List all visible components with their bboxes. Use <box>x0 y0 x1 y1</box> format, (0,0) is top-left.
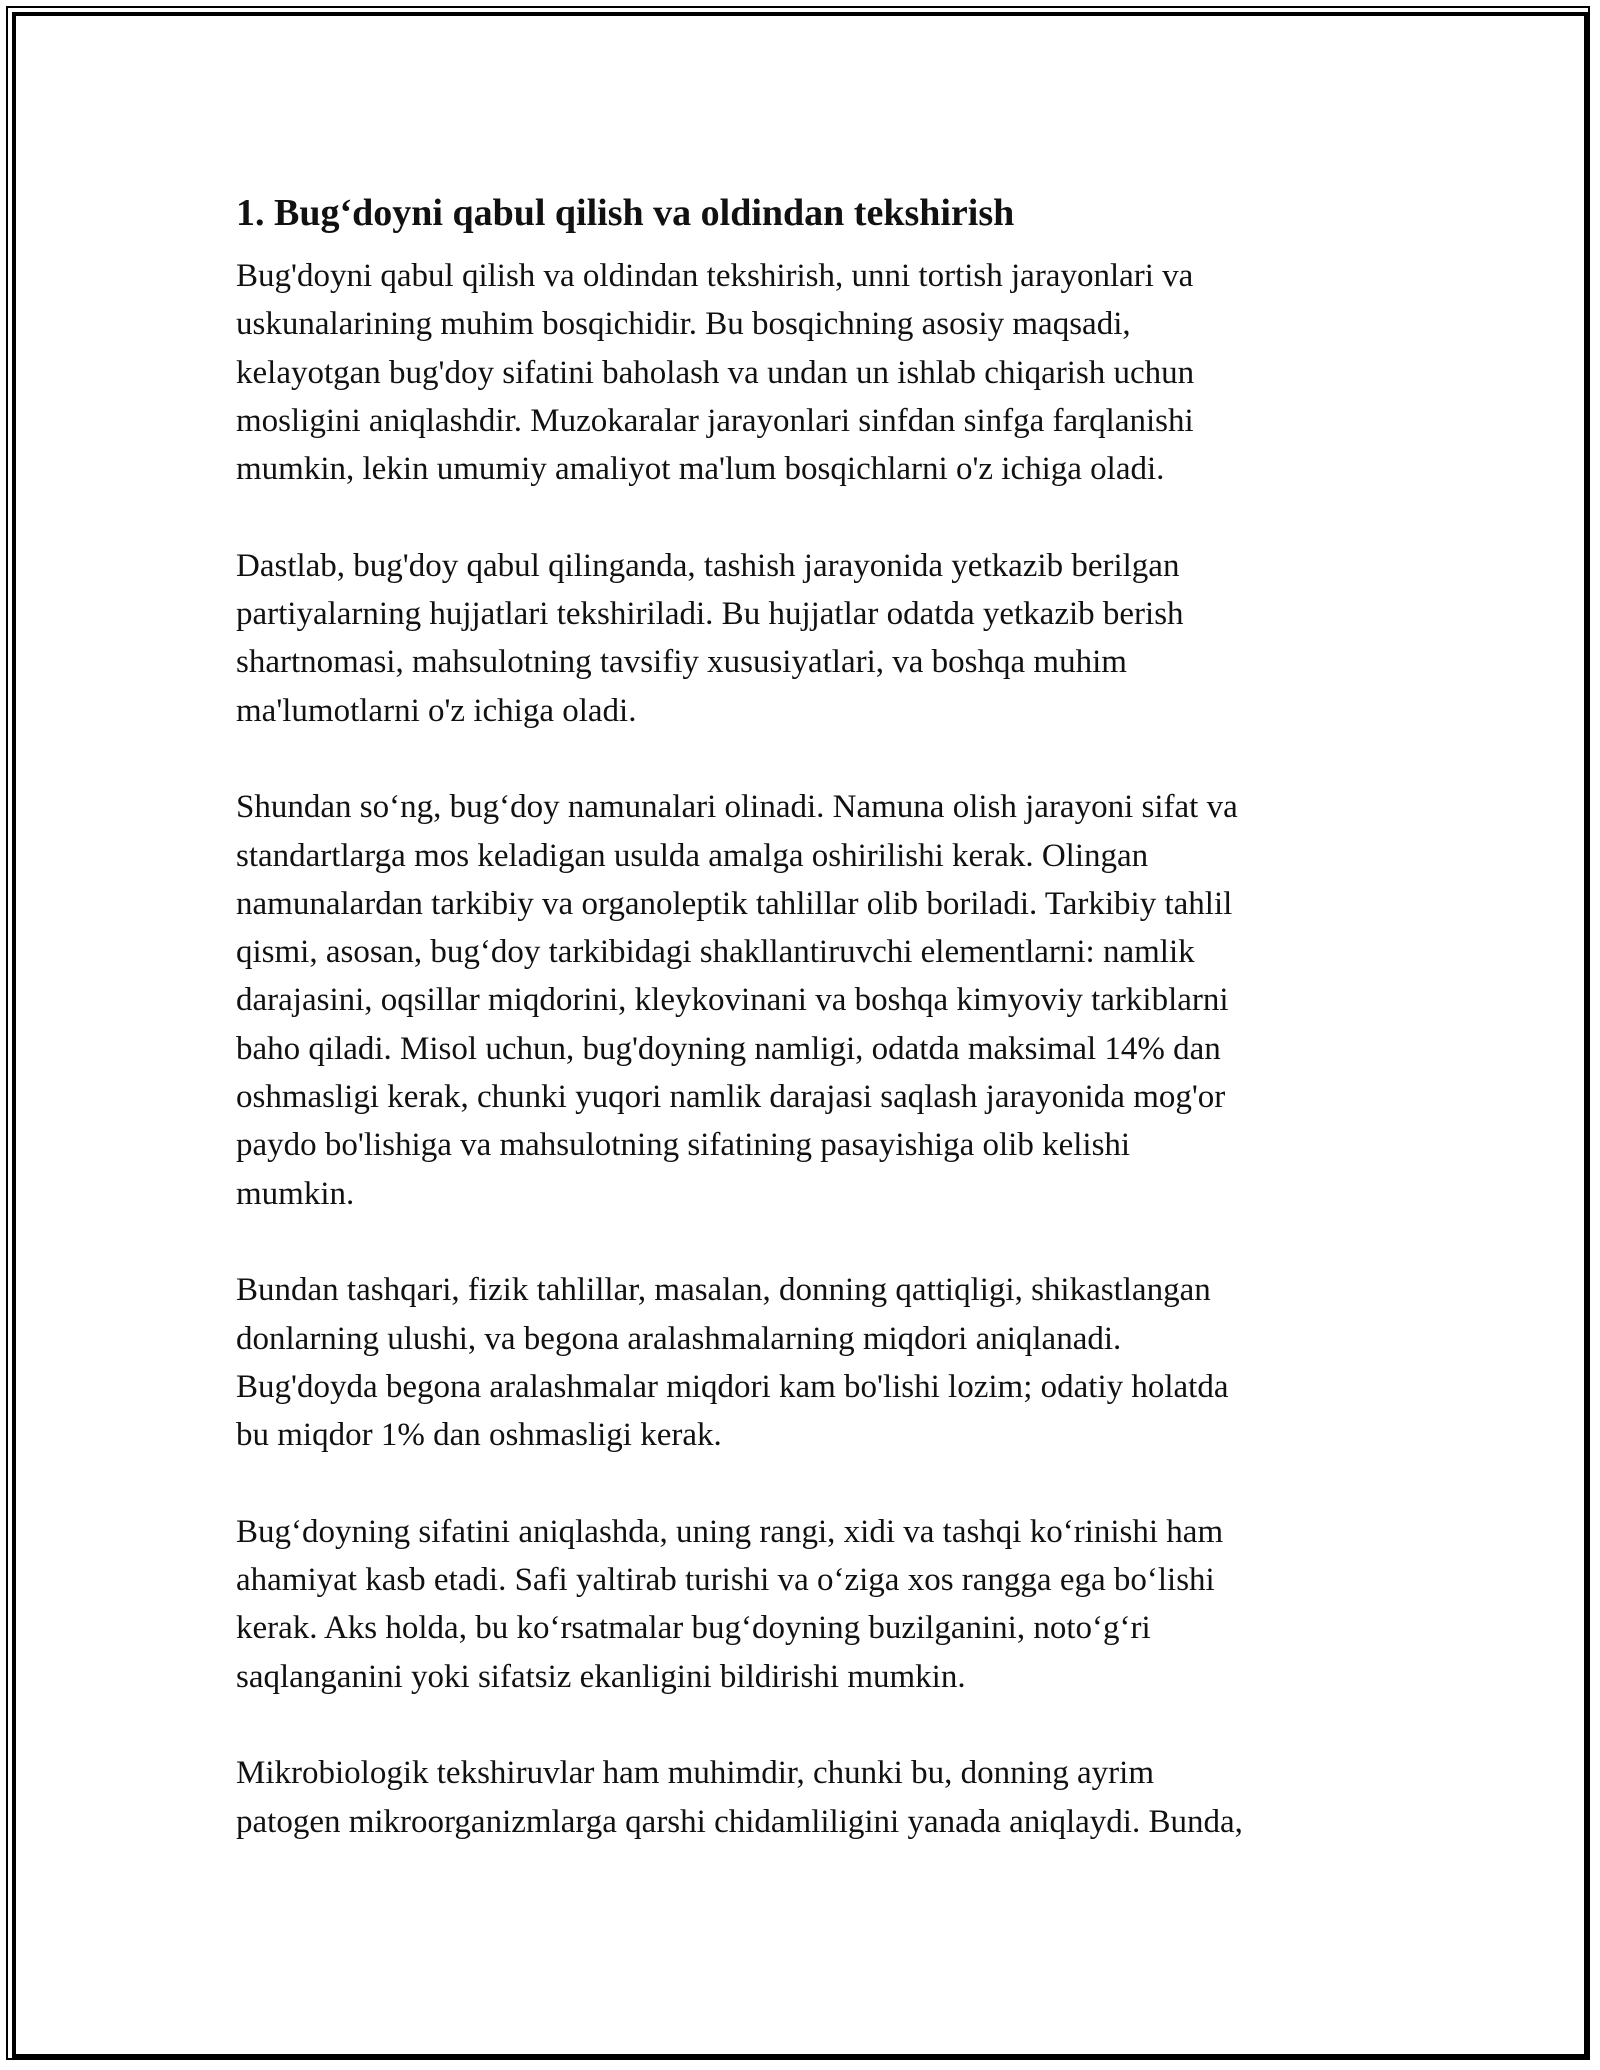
text-line: qismi, asosan, bug‘doy tarkibidagi shakllantiruvchi elementlarni: namlik <box>236 934 1195 971</box>
section-heading: 1. Bug‘doyni qabul qilish va oldindan tekshirish <box>236 192 1015 234</box>
text-line: ahamiyat kasb etadi. Safi yaltirab turishi va o‘ziga xos rangga ega bo‘lishi <box>236 1562 1215 1599</box>
text-line: Bug'doyni qabul qilish va oldindan tekshirish, unni tortish jarayonlari va <box>236 258 1194 294</box>
text-line: Bug'doyda begona aralashmalar miqdori kam bo'lishi lozim; odatiy holatda <box>236 1368 1229 1405</box>
paragraph-2 <box>236 542 1366 735</box>
text-line: baho qiladi. Misol uchun, bug'doyning namligi, odatda maksimal 14% dan <box>236 1030 1221 1067</box>
text-line: standartlarga mos keladigan usulda amalga oshirilishi kerak. Olingan <box>236 837 1149 874</box>
text-line: mosligini aniqlashdir. Muzokaralar jarayonlari sinfdan sinfga farqlanishi <box>236 402 1194 439</box>
paragraph-1 <box>236 252 1366 493</box>
text-line: darajasini, oqsillar miqdorini, kleykovinani va boshqa kimyoviy tarkiblarni <box>236 982 1229 1019</box>
text-line: kerak. Aks holda, bu ko‘rsatmalar bug‘doyning buzilganini, noto‘g‘ri <box>236 1610 1151 1647</box>
text-line: Mikrobiologik tekshiruvlar ham muhimdir, chunki bu, donning ayrim <box>236 1755 1154 1792</box>
text-line: patogen mikroorganizmlarga qarshi chidamliligini yanada aniqlaydi. Bunda, <box>236 1803 1243 1840</box>
text-line: mumkin. <box>236 1175 355 1212</box>
document-body <box>236 188 1366 1894</box>
text-line: oshmasligi kerak, chunki yuqori namlik darajasi saqlash jarayonida mog'or <box>236 1079 1226 1116</box>
text-line: partiyalarning hujjatlari tekshiriladi. Bu hujjatlar odatda yetkazib berish <box>236 596 1184 633</box>
paragraph-5 <box>236 1508 1366 1701</box>
text-line: namunalardan tarkibiy va organoleptik tahlillar olib boriladi. Tarkibiy tahlil <box>236 885 1233 922</box>
text-line: mumkin, lekin umumiy amaliyot ma'lum bosqichlarni o'z ichiga oladi. <box>236 451 1165 488</box>
paragraph-4 <box>236 1266 1366 1459</box>
text-line: Bundan tashqari, fizik tahlillar, masalan, donning qattiqligi, shikastlangan <box>236 1272 1211 1309</box>
text-line: uskunalarining muhim bosqichidir. Bu bosqichning asosiy maqsadi, <box>236 306 1131 343</box>
text-line: bu miqdor 1% dan oshmasligi kerak. <box>236 1417 722 1454</box>
text-line: Bug‘doyning sifatini aniqlashda, uning rangi, xidi va tashqi ko‘rinishi ham <box>236 1513 1224 1550</box>
text-line: Dastlab, bug'doy qabul qilinganda, tashish jarayonida yetkazib berilgan <box>236 547 1180 584</box>
text-line: donlarning ulushi, va begona aralashmalarning miqdori aniqlanadi. <box>236 1320 1122 1357</box>
text-line: shartnomasi, mahsulotning tavsifiy xususiyatlari, va boshqa muhim <box>236 644 1127 681</box>
paragraph-3 <box>236 783 1366 1218</box>
text-line: Shundan so‘ng, bug‘doy namunalari olinadi. Namuna olish jarayoni sifat va <box>236 789 1238 826</box>
text-line: kelayotgan bug'doy sifatini baholash va undan un ishlab chiqarish uchun <box>236 354 1195 391</box>
text-line: ma'lumotlarni o'z ichiga oladi. <box>236 692 637 729</box>
text-line: paydo bo'lishiga va mahsulotning sifatining pasayishiga olib kelishi <box>236 1127 1131 1164</box>
paragraph-6 <box>236 1749 1366 1846</box>
text-line: saqlanganini yoki sifatsiz ekanligini bildirishi mumkin. <box>236 1658 966 1695</box>
